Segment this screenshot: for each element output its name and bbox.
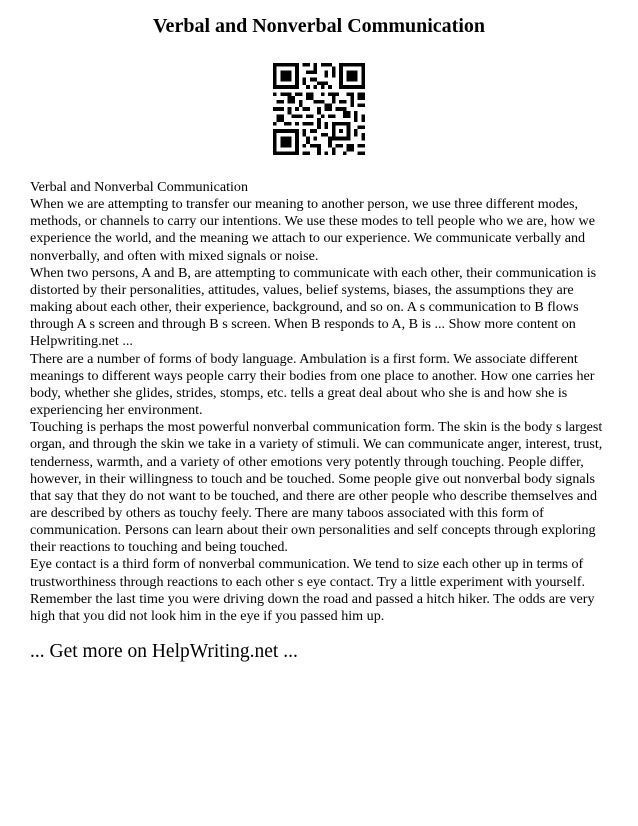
qr-code-icon[interactable] bbox=[273, 63, 365, 155]
document-title: Verbal and Nonverbal Communication bbox=[152, 15, 486, 37]
paragraph-intro: When we are attempting to transfer our meaning to another person, we use three different modes, methods, or channels to carry our intentions. We use these modes to tell people who we are, how we experience the world, and the meaning we attach to our experience. We communicate verbally and nonverbally, and often with mixed signals or noise. bbox=[30, 196, 595, 264]
paragraph-heading: Verbal and Nonverbal Communication bbox=[30, 179, 249, 195]
paragraph-body-language: There are a number of forms of body language. Ambulation is a first form. We associate different meanings to different ways people carry their bodies from one place to another. How one carries her body, whether she glides, strides, stomps, etc. tells a great deal about who she is and how she is experiencing her environment. bbox=[30, 350, 595, 419]
get-more-link[interactable]: ... Get more on HelpWriting.net ... bbox=[30, 641, 298, 663]
paragraph-eye-contact: Eye contact is a third form of nonverbal communication. We tend to size each other up in terms of trustworthiness through reactions to each other s eye contact. Try a little experiment with yourself. Remember the last time you were driving down the road and passed a hitch hiker. The odds are very high that you did not look him in the eye if you passed him up. bbox=[30, 556, 595, 624]
paragraph-communication-screen: When two persons, A and B, are attempting to communicate with each other, their communication is distorted by their personalities, attitudes, values, belief systems, biases, the assumptions they are making about each other, their experience, background, and so on. A s communication to B flows through A s screen and through B s screen. When B responds to A, B is ... Show more content on Helpwriting.net ... bbox=[30, 264, 597, 350]
document-body bbox=[30, 179, 608, 625]
qr-code-graphic bbox=[273, 63, 365, 155]
paragraph-touching: Touching is perhaps the most powerful nonverbal communication form. The skin is the body s largest organ, and through the skin we take in a variety of stimuli. We can communicate anger, interest, trust, tenderness, warmth, and a variety of other emotions very potently through touching. People differ, however, in their willingness to touch and be touched. Some people give out nonverbal body signals that say that they do not want to be touched, and there are other people who describe themselves and are described by others as touchy feely. There are many taboos associated with this form of communication. Persons can learn about their own personalities and self concepts through exploring their reactions to touching and being touched. bbox=[30, 419, 603, 556]
